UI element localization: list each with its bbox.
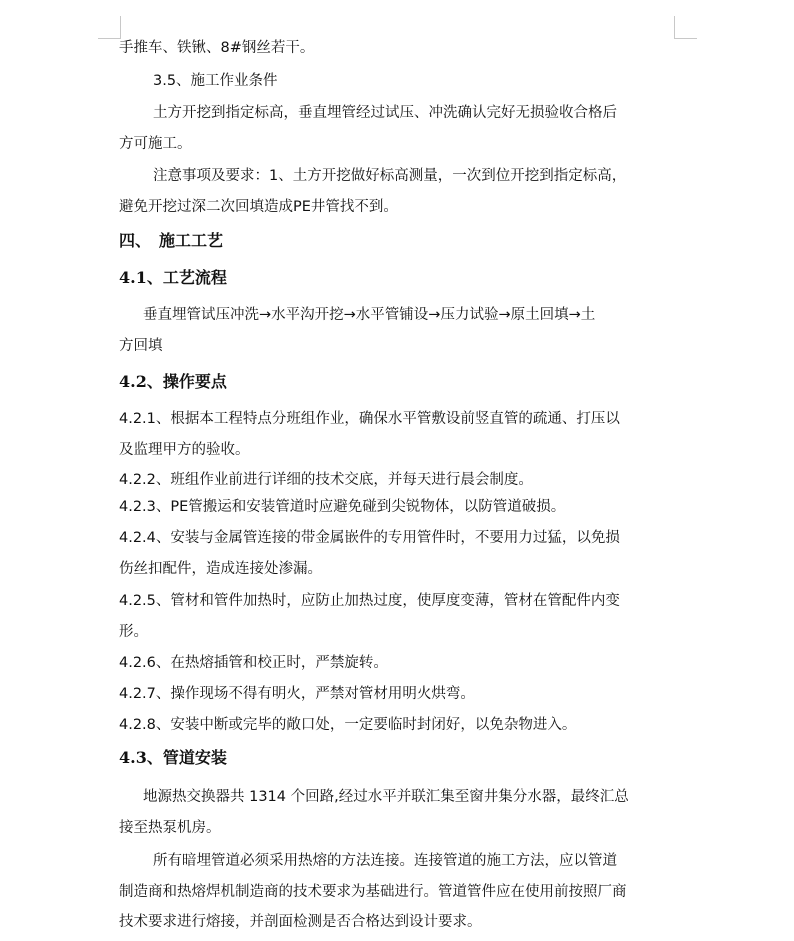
text-line: 4.2.7、操作现场不得有明火，严禁对管材用明火烘弯。 <box>119 686 475 702</box>
crop-mark-top-left <box>98 16 121 39</box>
text-line: 方可施工。 <box>119 136 192 152</box>
text-line: 4.2.2、班组作业前进行详细的技术交底，并每天进行晨会制度。 <box>119 472 533 488</box>
section-heading-4-2: 4.2、操作要点 <box>119 372 227 391</box>
text-line: 4.2.4、安装与金属管连接的带金属嵌件的专用管件时，不要用力过猛，以免损 <box>119 530 620 546</box>
text-line: 所有暗埋管道必须采用热熔的方法连接。连接管道的施工方法，应以管道 <box>153 853 617 869</box>
text-line: 土方开挖到指定标高，垂直埋管经过试压、冲洗确认完好无损验收合格后 <box>153 105 617 121</box>
section-heading-4-1: 4.1、工艺流程 <box>119 268 227 287</box>
text-line: 4.2.1、根据本工程特点分班组作业，确保水平管敷设前竖直管的疏通、打压以 <box>119 411 620 427</box>
text-line: 4.2.8、安装中断或完毕的敞口处，一定要临时封闭好，以免杂物进入。 <box>119 717 577 733</box>
text-line: 手推车、铁锹、8#钢丝若干。 <box>119 40 315 56</box>
text-line: 技术要求进行熔接，并剖面检测是否合格达到设计要求。 <box>119 914 482 930</box>
text-line: 4.2.3、PE管搬运和安装管道时应避免碰到尖锐物体，以防管道破损。 <box>119 499 566 515</box>
text-line: 及监理甲方的验收。 <box>119 442 250 458</box>
text-line: 接至热泵机房。 <box>119 820 221 836</box>
text-line: 注意事项及要求：1、土方开挖做好标高测量，一次到位开挖到指定标高， <box>153 168 627 184</box>
text-line: 伤丝扣配件，造成连接处渗漏。 <box>119 561 322 577</box>
crop-mark-top-right <box>674 16 697 39</box>
section-heading-4-3: 4.3、管道安装 <box>119 748 227 767</box>
text-line: 垂直埋管试压冲洗→水平沟开挖→水平管铺设→压力试验→原土回填→土 <box>143 307 596 323</box>
text-line: 4.2.5、管材和管件加热时，应防止加热过度，使厚度变薄，管材在管配件内变 <box>119 593 620 609</box>
text-line: 避免开挖过深二次回填造成PE井管找不到。 <box>119 199 398 215</box>
text-line: 形。 <box>119 624 148 640</box>
section-heading-4: 四、 施工工艺 <box>119 231 224 250</box>
text-line: 4.2.6、在热熔插管和校正时，严禁旋转。 <box>119 655 388 671</box>
text-line: 方回填 <box>119 338 163 354</box>
text-line: 地源热交换器共 1314 个回路,经过水平并联汇集至窗井集分水器，最终汇总 <box>143 789 629 805</box>
subsection-heading: 3.5、施工作业条件 <box>153 73 278 89</box>
text-line: 制造商和热熔焊机制造商的技术要求为基础进行。管道管件应在使用前按照厂商 <box>119 884 627 900</box>
